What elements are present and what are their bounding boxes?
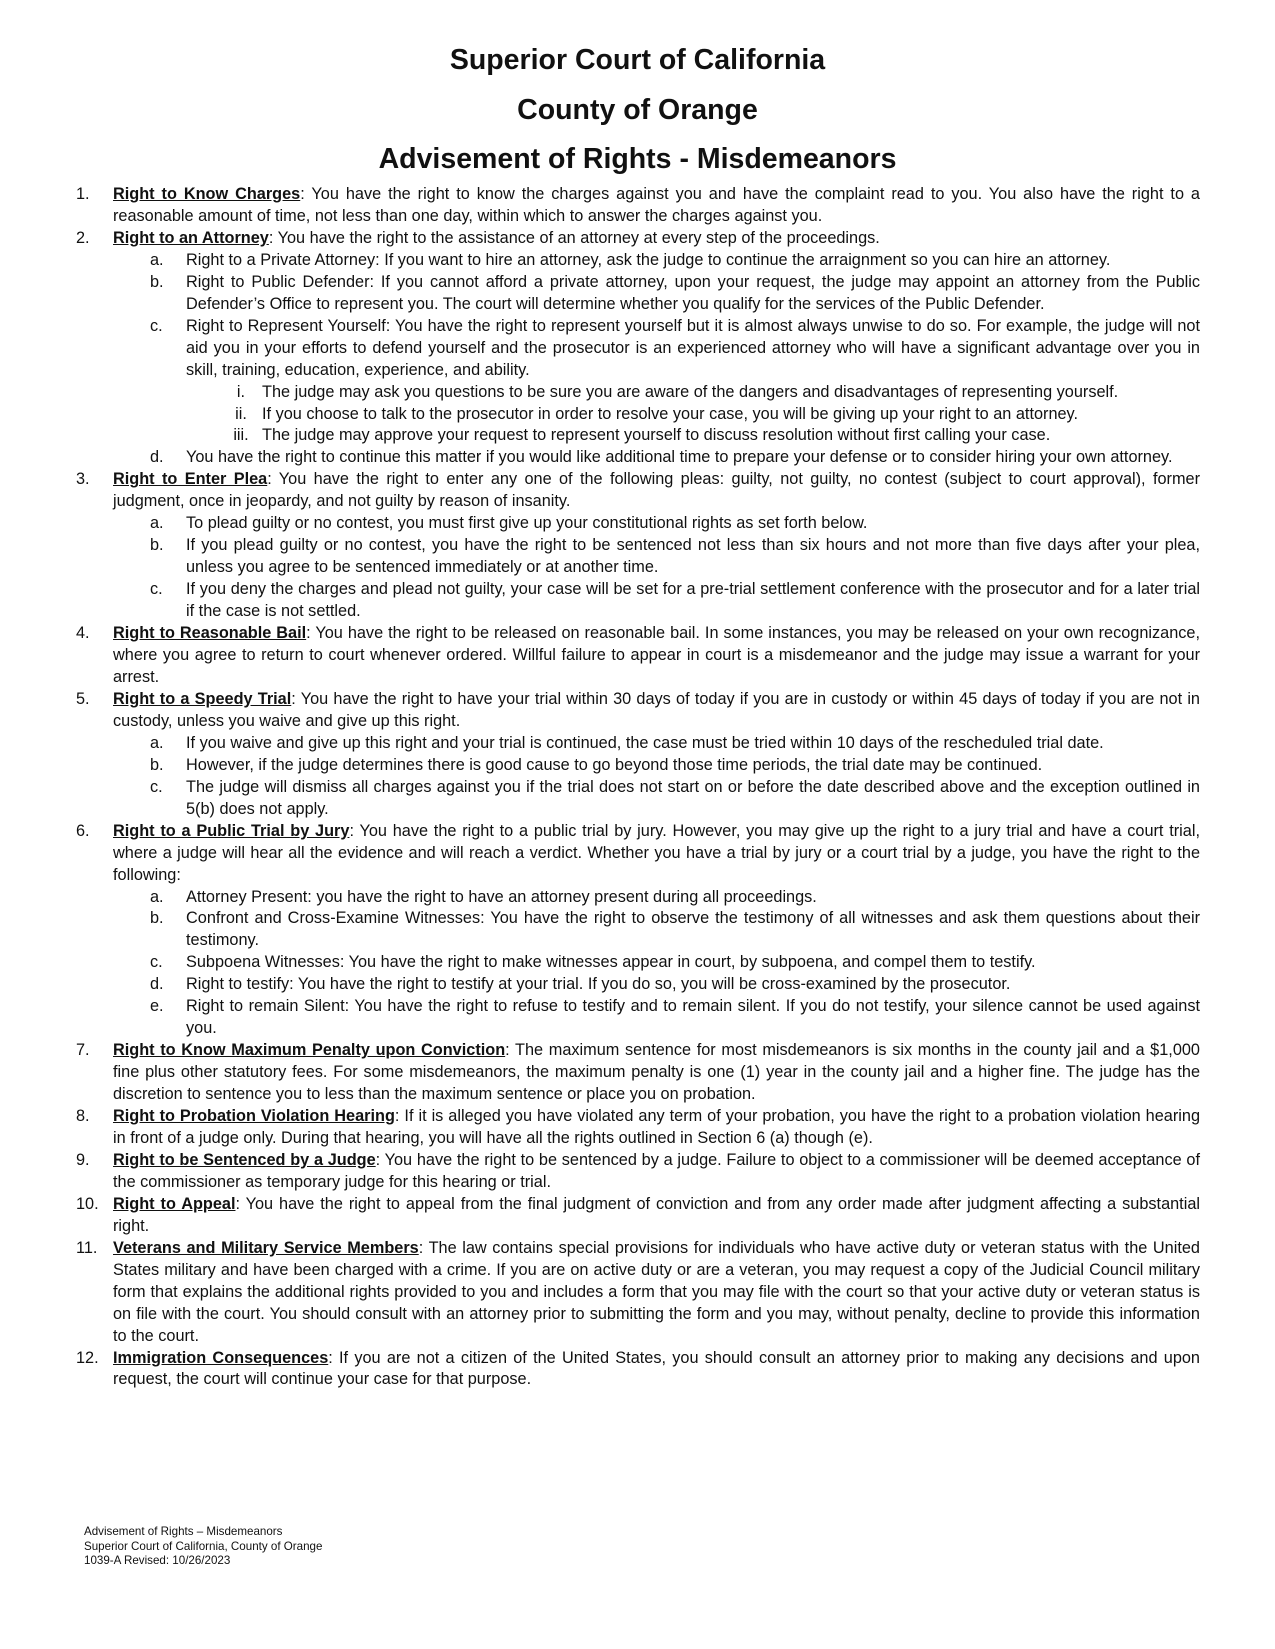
sub-item bbox=[76, 908, 1200, 952]
sub-item-text: You have the right to continue this matter if you would like additional time to prepare your defense or to consider hiring your own attorney. bbox=[186, 448, 1173, 467]
list-item bbox=[76, 1040, 1200, 1106]
item-number: 2. bbox=[76, 228, 90, 247]
item-heading: Right to Enter Plea bbox=[113, 470, 268, 489]
sub-item-text: Confront and Cross-Examine Witnesses: You have the right to observe the testimony of all witnesses and ask them questions about their testimony. bbox=[186, 909, 1200, 950]
list-item bbox=[76, 469, 1200, 513]
sub-item-marker: c. bbox=[150, 777, 163, 796]
list-item bbox=[76, 1194, 1200, 1238]
item-heading: Immigration Consequences bbox=[113, 1348, 329, 1367]
item-heading: Right to Appeal bbox=[113, 1194, 236, 1213]
sub-item-marker: a. bbox=[150, 514, 164, 533]
sub-sub-item-text: The judge may ask you questions to be sure you are aware of the dangers and disadvantages of representing yourself. bbox=[262, 382, 1119, 401]
footer-form-number: 1039-A Revised: 10/26/2023 bbox=[84, 1554, 231, 1568]
item-number: 12. bbox=[76, 1348, 99, 1367]
list-item bbox=[76, 1106, 1200, 1150]
county-title: County of Orange bbox=[517, 94, 758, 126]
item-heading: Right to a Speedy Trial bbox=[113, 689, 292, 708]
sub-item bbox=[76, 316, 1200, 382]
item-text: : You have the right to know the charges against you and have the complaint read to you. You also have the right to a reasonable amount of time, not less than one day, within which to answer the charges against you. bbox=[113, 185, 1200, 225]
item-text: : If you are not a citizen of the United States, you should consult an attorney prior to making any decisions and upon request, the court will continue your case for that purpose. bbox=[113, 1348, 1200, 1389]
sub-item-marker: b. bbox=[150, 272, 164, 291]
sub-item bbox=[76, 952, 1200, 974]
item-number: 7. bbox=[76, 1041, 90, 1060]
sub-item bbox=[76, 755, 1200, 777]
item-number: 6. bbox=[76, 821, 90, 840]
sub-item-marker: a. bbox=[150, 887, 164, 906]
sub-item-marker: d. bbox=[150, 975, 164, 994]
sub-item bbox=[76, 777, 1200, 821]
list-item bbox=[76, 228, 1200, 250]
footer-court-name: Superior Court of California, County of Orange bbox=[84, 1539, 323, 1553]
footer bbox=[84, 1525, 322, 1569]
sub-item bbox=[76, 996, 1200, 1040]
item-number: 1. bbox=[76, 185, 90, 203]
item-heading: Right to Know Charges bbox=[113, 185, 301, 203]
sub-item-text: To plead guilty or no contest, you must first give up your constitutional rights as set forth below. bbox=[186, 514, 868, 533]
sub-sub-item-marker: ii. bbox=[235, 404, 247, 423]
item-text: : You have the right to enter any one of the following pleas: guilty, not guilty, no contest (subject to court approval), former judgment, once in jeopardy, and not guilty by reason of insanity. bbox=[113, 470, 1200, 511]
sub-item-text: The judge will dismiss all charges against you if the trial does not start on or before the date described above and the exception outlined in 5(b) does not apply. bbox=[186, 777, 1200, 818]
document-title: Advisement of Rights - Misdemeanors bbox=[378, 143, 897, 175]
sub-item bbox=[76, 272, 1200, 316]
item-number: 8. bbox=[76, 1107, 90, 1126]
sub-sub-item-text: If you choose to talk to the prosecutor in order to resolve your case, you will be giving up your right to an attorney. bbox=[262, 404, 1079, 423]
sub-item bbox=[76, 513, 1200, 535]
sub-item-marker: c. bbox=[150, 953, 163, 972]
sub-item-marker: b. bbox=[150, 755, 164, 774]
sub-sub-item-marker: iii. bbox=[233, 426, 249, 445]
item-text: : You have the right to have your trial within 30 days of today if you are in custody or within 45 days of today if you are not in custody, unless you waive and give up this right. bbox=[113, 689, 1200, 730]
sub-item-text: Right to Public Defender: If you cannot afford a private attorney, upon your request, the judge may appoint an attorney from the Public Defender’s Office to represent you. The court will determine whether you qualify for the services of the Public Defender. bbox=[186, 272, 1200, 313]
sub-item bbox=[76, 579, 1200, 623]
list-item bbox=[76, 1150, 1200, 1194]
item-number: 10. bbox=[76, 1194, 99, 1213]
item-heading: Veterans and Military Service Members bbox=[113, 1238, 419, 1257]
item-text: : You have the right to a public trial by jury. However, you may give up the right to a jury trial and have a court trial, where a judge will hear all the evidence and will reach a verdict. Whether you have a trial by jury or a court trial by a judge, you have the right to the following: bbox=[113, 821, 1200, 884]
sub-item-marker: d. bbox=[150, 448, 164, 467]
sub-item-text: If you plead guilty or no contest, you have the right to be sentenced not less than six hours and not more than five days after your plea, unless you agree to be sentenced immediately or at another time. bbox=[186, 536, 1200, 577]
sub-item bbox=[76, 733, 1200, 755]
sub-sub-item bbox=[76, 382, 1200, 404]
list-item bbox=[76, 1348, 1200, 1392]
sub-item bbox=[76, 250, 1200, 272]
list-item bbox=[76, 623, 1200, 689]
court-title: Superior Court of California bbox=[449, 44, 826, 76]
item-text: : The maximum sentence for most misdemeanors is six months in the county jail and a $1,000 fine plus other statutory fees. For some misdemeanors, the maximum penalty is one (1) year in the county jail and a higher fine. The judge has the discretion to sentence you to less than the maximum sentence or place you on probation. bbox=[113, 1041, 1200, 1104]
sub-sub-item bbox=[76, 425, 1200, 447]
item-text: : You have the right to be sentenced by a judge. Failure to object to a commissioner will be deemed acceptance of the commissioner as temporary judge for this hearing or trial. bbox=[113, 1150, 1200, 1191]
sub-sub-item bbox=[76, 404, 1200, 426]
sub-item-text: If you waive and give up this right and your trial is continued, the case must be tried within 10 days of the rescheduled trial date. bbox=[186, 733, 1104, 752]
sub-item-marker: e. bbox=[150, 997, 164, 1016]
item-number: 9. bbox=[76, 1150, 90, 1169]
item-heading: Right to an Attorney bbox=[113, 228, 269, 247]
item-text: : You have the right to appeal from the final judgment of conviction and from any order made after judgment affecting a substantial right. bbox=[113, 1194, 1200, 1235]
item-heading: Right to Know Maximum Penalty upon Conviction bbox=[113, 1041, 506, 1060]
item-heading: Right to a Public Trial by Jury bbox=[113, 821, 350, 840]
item-text: : If it is alleged you have violated any term of your probation, you have the right to a probation violation hearing in front of a judge only. During that hearing, you will have all the rights outlined in Section 6 (a) though (e). bbox=[113, 1107, 1200, 1147]
rights-list bbox=[76, 184, 1200, 1391]
item-heading: Right to Probation Violation Hearing bbox=[113, 1107, 395, 1126]
sub-item-marker: a. bbox=[150, 733, 164, 752]
sub-item bbox=[76, 447, 1200, 469]
sub-item bbox=[76, 887, 1200, 909]
sub-item-text: Right to Represent Yourself: You have the right to represent yourself but it is almost always unwise to do so. For example, the judge will not aid you in your efforts to defend yourself and the prosecutor is an experienced attorney who will have a significant advantage over you in skill, training, education, experience, and ability. bbox=[186, 316, 1200, 379]
sub-item-text: Right to remain Silent: You have the right to refuse to testify and to remain silent. If you do not testify, your silence cannot be used against you. bbox=[186, 997, 1200, 1038]
sub-item-marker: c. bbox=[150, 580, 163, 599]
sub-item bbox=[76, 974, 1200, 996]
sub-item-marker: b. bbox=[150, 909, 164, 928]
list-item bbox=[76, 689, 1200, 733]
item-number: 4. bbox=[76, 624, 90, 643]
sub-item-text: Right to a Private Attorney: If you want to hire an attorney, ask the judge to continue the arraignment so you can hire an attorney. bbox=[186, 250, 1111, 269]
sub-sub-item-marker: i. bbox=[236, 382, 246, 401]
sub-item bbox=[76, 535, 1200, 579]
item-number: 5. bbox=[76, 689, 90, 708]
sub-sub-item-text: The judge may approve your request to represent yourself to discuss resolution without first calling your case. bbox=[262, 426, 1051, 445]
sub-item-text: Subpoena Witnesses: You have the right to make witnesses appear in court, by subpoena, and compel them to testify. bbox=[186, 953, 1036, 972]
list-item bbox=[76, 1238, 1200, 1348]
item-heading: Right to Reasonable Bail bbox=[113, 624, 307, 643]
list-item bbox=[76, 821, 1200, 887]
sub-item-text: If you deny the charges and plead not guilty, your case will be set for a pre-trial settlement conference with the prosecutor and for a later trial if the case is not settled. bbox=[186, 580, 1200, 621]
sub-item-text: Attorney Present: you have the right to have an attorney present during all proceedings. bbox=[186, 887, 817, 906]
footer-form-title: Advisement of Rights – Misdemeanors bbox=[84, 1525, 283, 1538]
sub-item-marker: c. bbox=[150, 316, 163, 335]
sub-item-marker: b. bbox=[150, 536, 164, 555]
item-text: : You have the right to the assistance of an attorney at every step of the proceedings. bbox=[268, 228, 880, 247]
item-heading: Right to be Sentenced by a Judge bbox=[113, 1150, 376, 1169]
list-item bbox=[76, 184, 1200, 228]
item-number: 11. bbox=[76, 1238, 98, 1257]
sub-item-text: Right to testify: You have the right to testify at your trial. If you do so, you will be cross-examined by the prosecutor. bbox=[186, 975, 1011, 994]
sub-item-marker: a. bbox=[150, 250, 164, 269]
sub-item-text: However, if the judge determines there is good cause to go beyond those time periods, the trial date may be continued. bbox=[186, 755, 1043, 774]
item-number: 3. bbox=[76, 470, 90, 489]
item-text: : The law contains special provisions for individuals who have active duty or veteran status with the United States military and have been charged with a crime. If you are on active duty or are a veteran, you may request a copy of the Judicial Council military form that explains the additional rights provided to you and includes a form that you may file with the court so that your active duty or veteran status is on file with the court. You should consult with an attorney prior to submitting the form and you may, without penalty, decline to provide this information to the court. bbox=[113, 1238, 1200, 1345]
item-text: : You have the right to be released on reasonable bail. In some instances, you may be released on your own recognizance, where you agree to return to court whenever ordered. Willful failure to appear in court is a misdemeanor and the judge may issue a warrant for your arrest. bbox=[113, 624, 1200, 686]
